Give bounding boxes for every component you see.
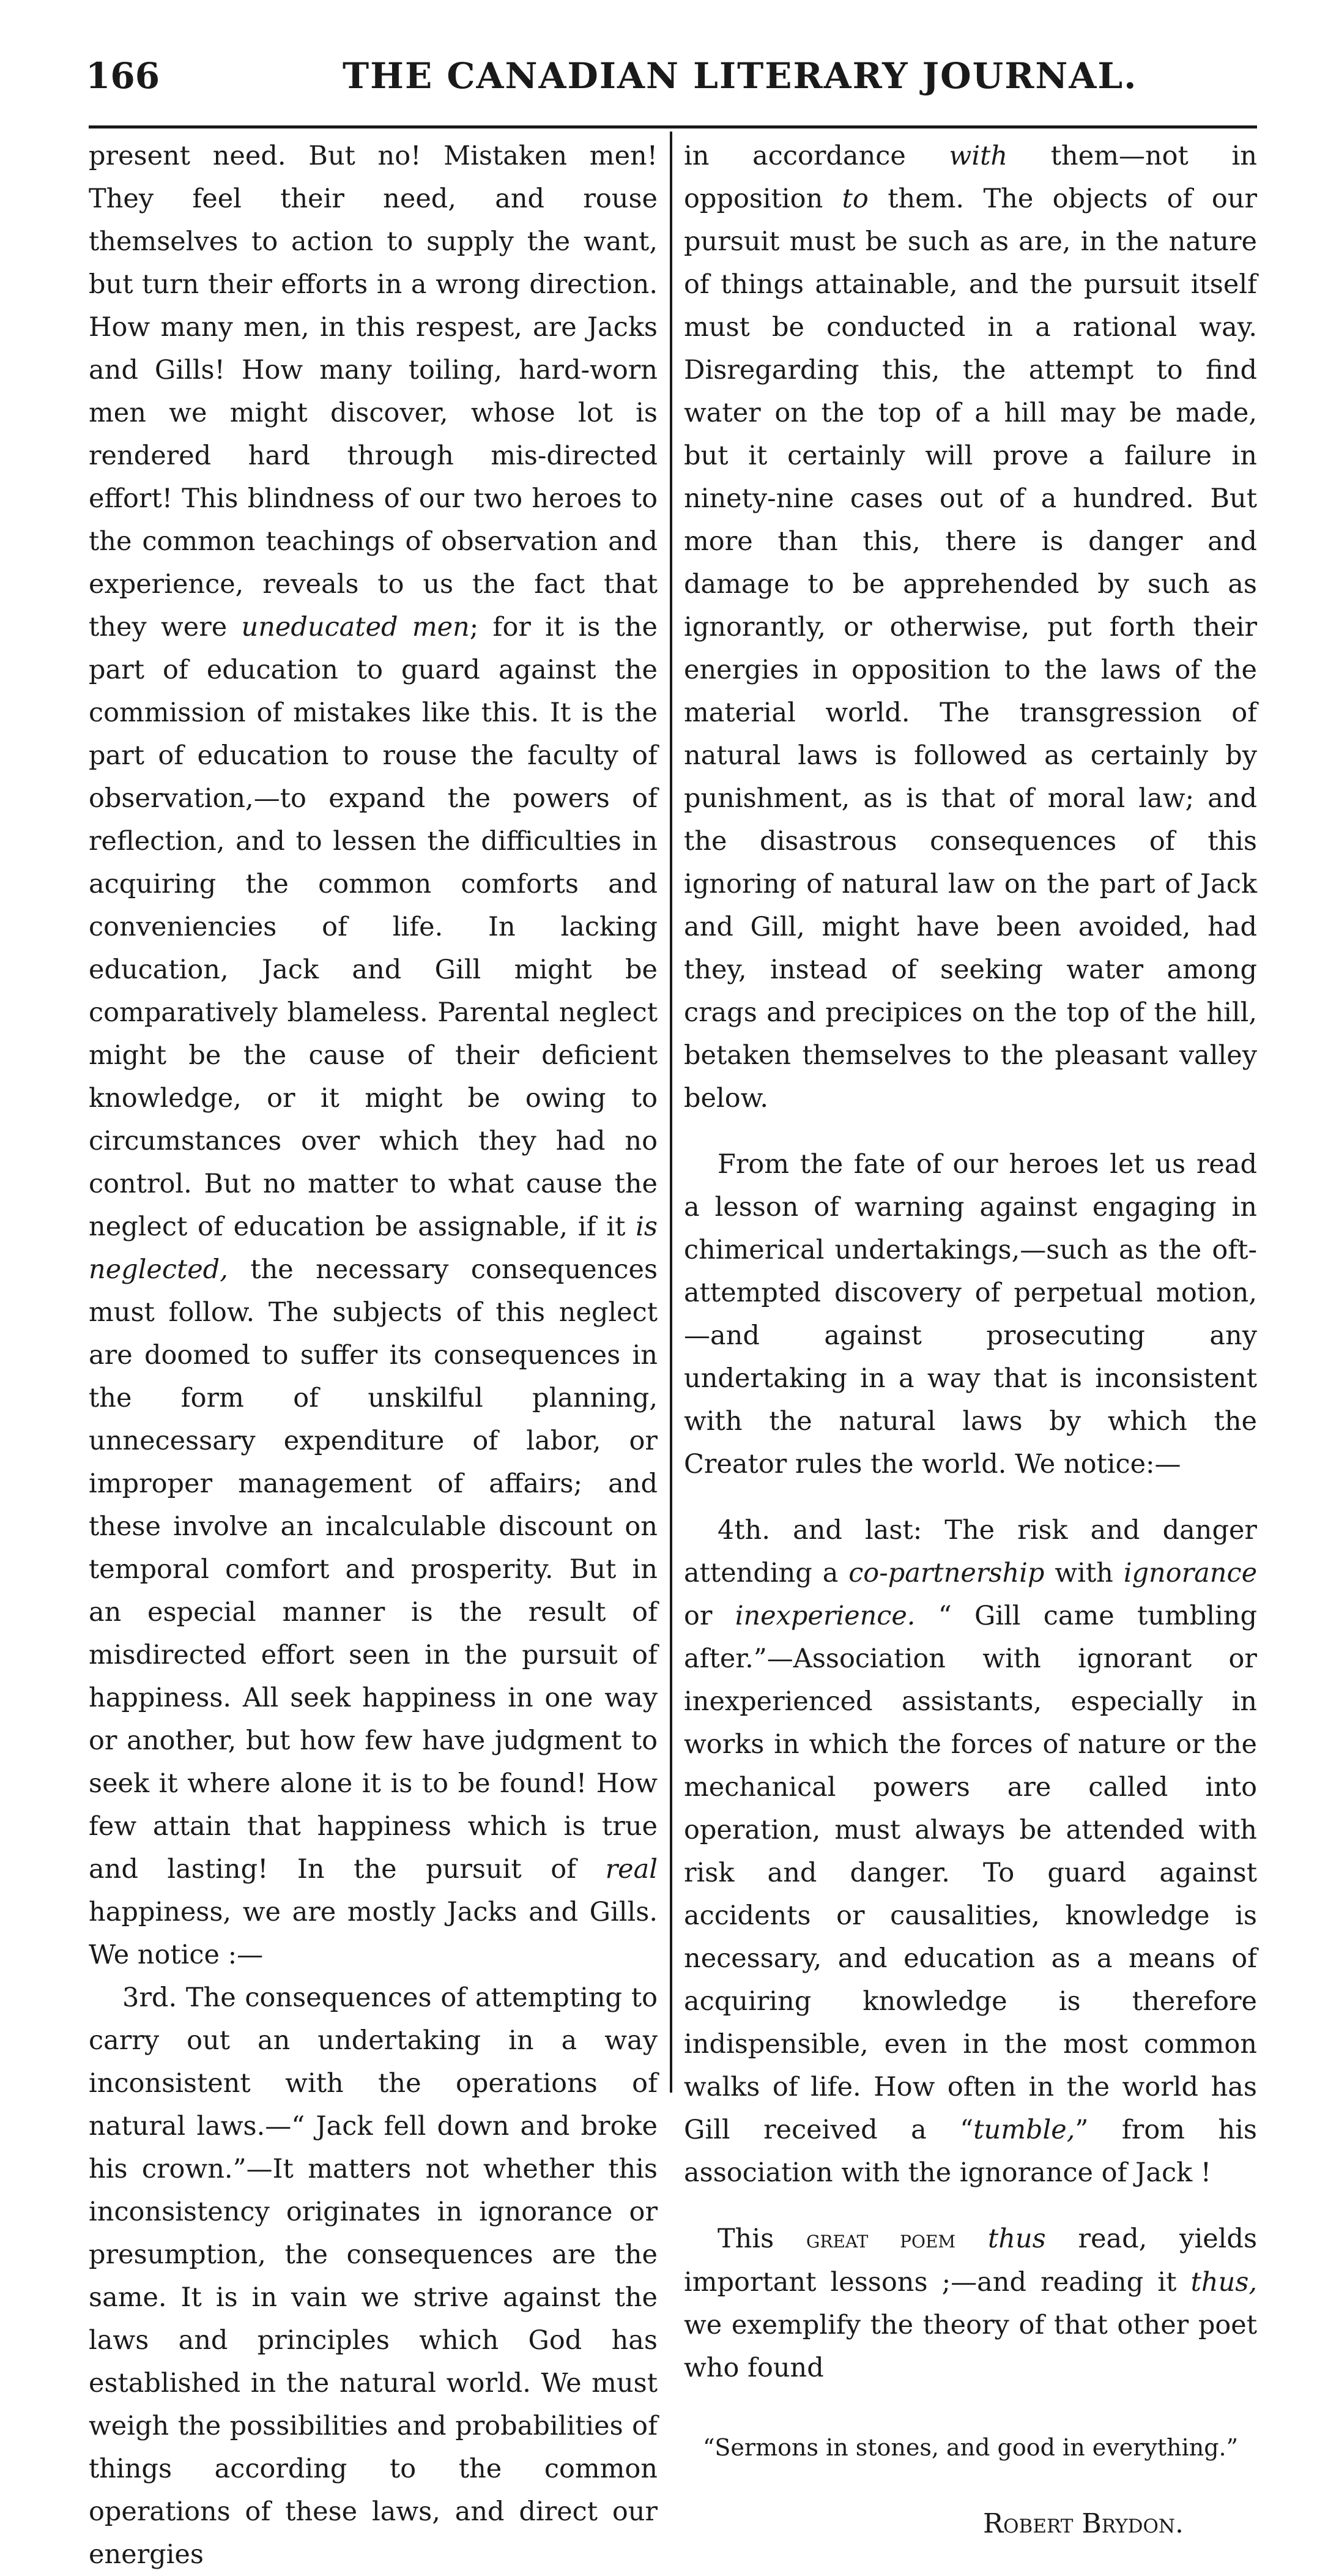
paragraph: present need. But no! Mistaken men! They feel their need, and rouse themselves to action to supply the want, but turn their efforts in a wrong direction. How many men, in this respest, are Jacks and Gills! How many toiling, hard-worn men we might discover, whose lot is rendered hard through mis-directed effort! This blindness of our two heroes to the common teachings of observation and experience, reveals to us the fact that they were uneducated men; for it is the part of education to guard against the commission of mistakes like this. It is the part of education to rouse the faculty of observation,—to expand the powers of reflection, and to lessen the difficulties in acquiring the common comforts and conveniencies of life. In lacking education, Jack and Gill might be comparatively blameless. Parental neglect might be the cause of their deficient knowledge, or it might be owing to circumstances over which they had no control. But no matter to what cause the neglect of education be assignable, if it is neglected, the necessary consequences must follow. The subjects of this neglect are doomed to suffer its consequences in the form of unskilful planning, unnecessary expenditure of labor, or improper management of affairs; and these involve an incalculable discount on temporal comfort and prosperity. But in an especial manner is the result of misdirected effort seen in the pursuit of happiness. All seek happiness in one way or another, but how few have judgment to seek it where alone it is to be found! How few attain that happiness which is true and lasting! In the pursuit of real happiness, we are mostly Jacks and Gills. We notice :— [89,141,658,1970]
header-rule [89,125,1257,128]
page-header [0,37,1328,110]
column-divider [670,132,672,2093]
author-signature: Robert Brydon. [983,2508,1184,2539]
running-title: THE CANADIAN LITERARY JOURNAL. [343,55,1138,97]
quotation: “Sermons in stones, and good in everything.” [702,2434,1239,2461]
paragraph: From the fate of our heroes let us read a lesson of warning against engaging in chimerical undertakings,—such as the oft-attempted discovery of perpetual motion,—and against prosecuting any undertaking in a way that is inconsistent with the natural laws by which the Creator rules the world. We notice:— [684,1149,1257,1480]
paragraph: 4th. and last: The risk and danger attending a co-partnership with ignorance or inexperience. “ Gill came tumbling after.”—Association with ignorant or inexperienced assistants, especially in works in which the forces of nature or the mechanical powers are called into operation, must always be attended with risk and danger. To guard against accidents or causalities, knowledge is necessary, and education as a means of acquiring knowledge is therefore indispensible, even in the most common walks of life. How often in the world has Gill received a “tumble,” from his association with the ignorance of Jack ! [684,1515,1258,2188]
paragraph: 3rd. The consequences of attempting to carry out an undertaking in a way inconsistent with the operations of natural laws.—“ Jack fell down and broke his crown.”—It matters not whether this inconsistency originates in ignorance or presumption, the consequences are the same. It is in vain we strive against the laws and principles which God has established in the natural world. We must weigh the possibilities and probabilities of things according to the common operations of these laws, and direct our energies [89,1982,658,2570]
paragraph: in accordance with them—not in opposition to them. The objects of our pursuit must be such as are, in the nature of things attainable, and the pursuit itself must be conducted in a rational way. Disregarding this, the attempt to find water on the top of a hill may be made, but it certainly will prove a failure in ninety-nine cases out of a hundred. But more than this, there is danger and damage to be apprehended by such as ignorantly, or otherwise, put forth their energies in opposition to the laws of the material world. The transgression of natural laws is followed as certainly by punishment, as is that of moral law; and the disastrous consequences of this ignoring of natural law on the part of Jack and Gill, might have been avoided, had they, instead of seeking water among crags and precipices on the top of the hill, betaken themselves to the pleasant valley below. [684,141,1257,1114]
page-number: 166 [86,55,160,97]
right-column [684,135,1257,2545]
paragraph: This great poem thus read, yields important lessons ;—and reading it thus, we exemplify the theory of that other poet who found [684,2224,1258,2383]
left-column [89,135,658,2576]
